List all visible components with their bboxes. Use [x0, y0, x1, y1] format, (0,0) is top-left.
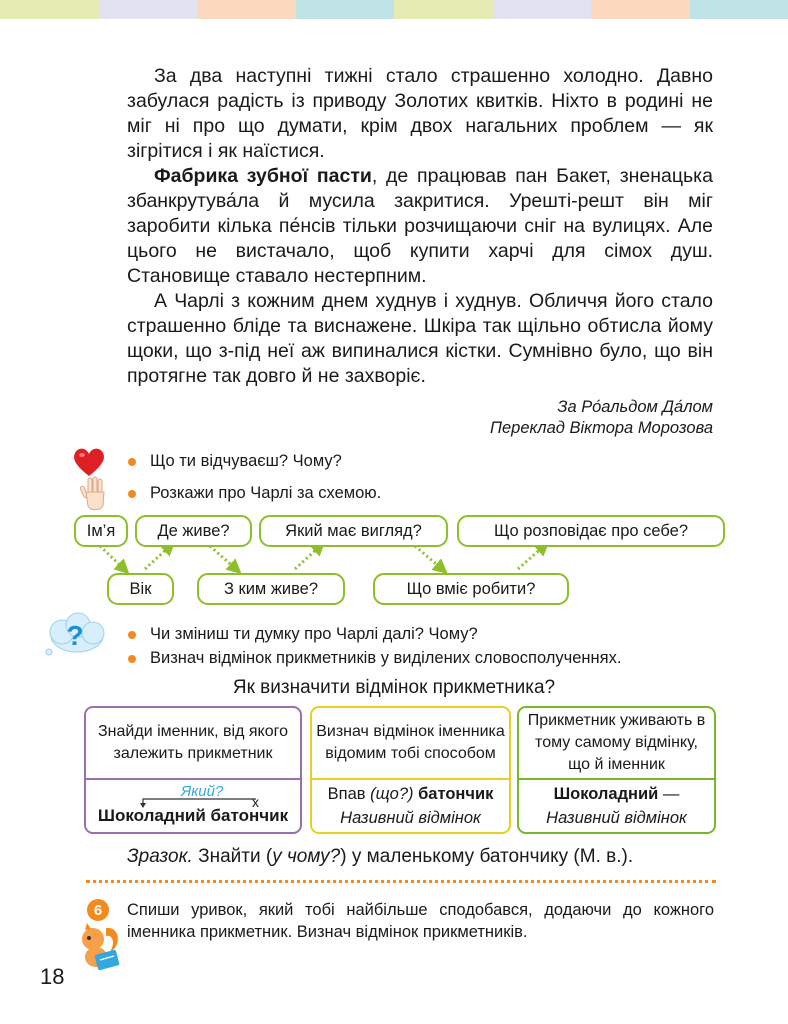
step-card-2-example	[312, 780, 509, 832]
top-color-stripes	[0, 0, 788, 19]
stripe	[690, 0, 788, 19]
noun-mark: х	[252, 794, 259, 810]
scheme-appearance: Який має вигляд?	[259, 515, 448, 547]
scheme-tells-about-self: Що розповідає про себе?	[457, 515, 725, 547]
scheme-where-lives: Де живе?	[135, 515, 252, 547]
task-number-badge: 6	[87, 899, 109, 921]
question-text: Чи зміниш ти думку про Чарлі далі? Чому?	[150, 625, 478, 643]
question-feel	[128, 452, 342, 471]
squirrel-writing-icon	[76, 922, 122, 970]
page-number: 18	[40, 964, 65, 989]
bullet	[128, 655, 136, 663]
stripe	[197, 0, 296, 19]
paragraph-1: За два наступні тижні стало страшенно холодно. Давно забулася радість із приводу Золотих квитків. Ніхто в родині не міг ні про що думати, крім двох нагальних проблем — як зігрітися і як наїстися.	[127, 65, 713, 162]
question-tell	[128, 484, 381, 503]
dash: —	[658, 785, 680, 803]
stripe	[493, 0, 592, 19]
scheme-age: Вік	[107, 573, 174, 605]
question-word: Який?	[181, 783, 224, 800]
question-cloud-icon	[44, 612, 110, 658]
translator-credit: Переклад Віктора Морозова	[490, 419, 713, 437]
step-card-3	[517, 706, 716, 834]
adjective: Шоколадний	[553, 785, 659, 803]
sample-text-end: ) у маленькому батончику (М. в.).	[340, 846, 634, 867]
stripe	[99, 0, 198, 19]
svg-text:?: ?	[66, 620, 84, 651]
bullet	[128, 631, 136, 639]
question-text: Що ти відчуваєш? Чому?	[150, 452, 342, 470]
highlighted-phrase: Фабрика зубної пасти	[154, 165, 372, 187]
sample-label: Зразок.	[127, 846, 193, 867]
verb: Впав	[327, 785, 371, 803]
dotted-divider	[86, 880, 716, 883]
noun: батончик	[413, 785, 494, 803]
example-line	[328, 782, 494, 806]
stripe	[296, 0, 395, 19]
case-name: Називний відмінок	[546, 809, 687, 827]
story-text	[127, 64, 713, 389]
step-card-3-example	[519, 780, 714, 832]
paragraph-3: А Чарлі з кожним днем худнув і худнув. Обличчя його стало страшенно бліде та виснажене. Шкіра так щільно обтисла йому щоки, що з-під неї аж випиналися кістки. Сумнівно було, що він протягне так довго й не захворіє.	[127, 290, 713, 387]
question-text: Визнач відмінок прикметників у виділених словосполученнях.	[150, 649, 622, 667]
hand-icon	[80, 476, 108, 512]
task-text: Спиши уривок, який тобі найбільше сподобався, додаючи до кожного іменника прикметник. Визнач відмінок прикметників.	[127, 901, 714, 941]
step-card-3-instruction: Прикметник уживають в тому самому відмінку, що й іменник	[519, 708, 714, 780]
sample-question: у чому?	[272, 846, 341, 867]
scheme-lives-with: З ким живе?	[197, 573, 345, 605]
case-name: Називний відмінок	[340, 809, 481, 827]
heart-icon	[72, 446, 106, 478]
example-phrase: Шоколадний батончик	[97, 806, 289, 825]
question-determine-case	[128, 649, 621, 668]
stripe	[394, 0, 493, 19]
question-word: (що?)	[370, 785, 414, 803]
stripe	[0, 0, 99, 19]
step-card-2-instruction: Визнач відмінок іменника відомим тобі способом	[312, 708, 509, 780]
scheme-name: Ім’я	[74, 515, 128, 547]
step-card-1	[84, 706, 302, 834]
sample-text: Знайти (	[192, 846, 273, 867]
paragraph-2-rest: , де працював пан Бакет, зненацька збанкрутува́ла й мусила закритися. Урешті-решт він міг заробити кілька пе́нсів тільки розчищаючи сніг на вулицях. Але цього не вистачало, щоб купити харчі для сімох душ. Становище ставало нестерпним.	[127, 165, 713, 287]
author-credit: За Ро́альдом Да́лом	[557, 398, 713, 416]
question-text: Розкажи про Чарлі за схемою.	[150, 484, 382, 502]
step-card-2	[310, 706, 511, 834]
bullet	[128, 458, 136, 466]
algorithm-title: Як визначити відмінок прикметника?	[232, 677, 556, 698]
stripe	[591, 0, 690, 19]
example-line	[554, 782, 680, 806]
bullet	[128, 490, 136, 498]
paragraph-2	[127, 164, 713, 289]
step-card-1-instruction: Знайди іменник, від якого залежить прикметник	[86, 708, 300, 780]
scheme-skills: Що вміє робити?	[373, 573, 569, 605]
question-change-opinion	[128, 625, 478, 644]
step-card-1-example	[86, 780, 300, 832]
sample-line	[127, 846, 633, 868]
